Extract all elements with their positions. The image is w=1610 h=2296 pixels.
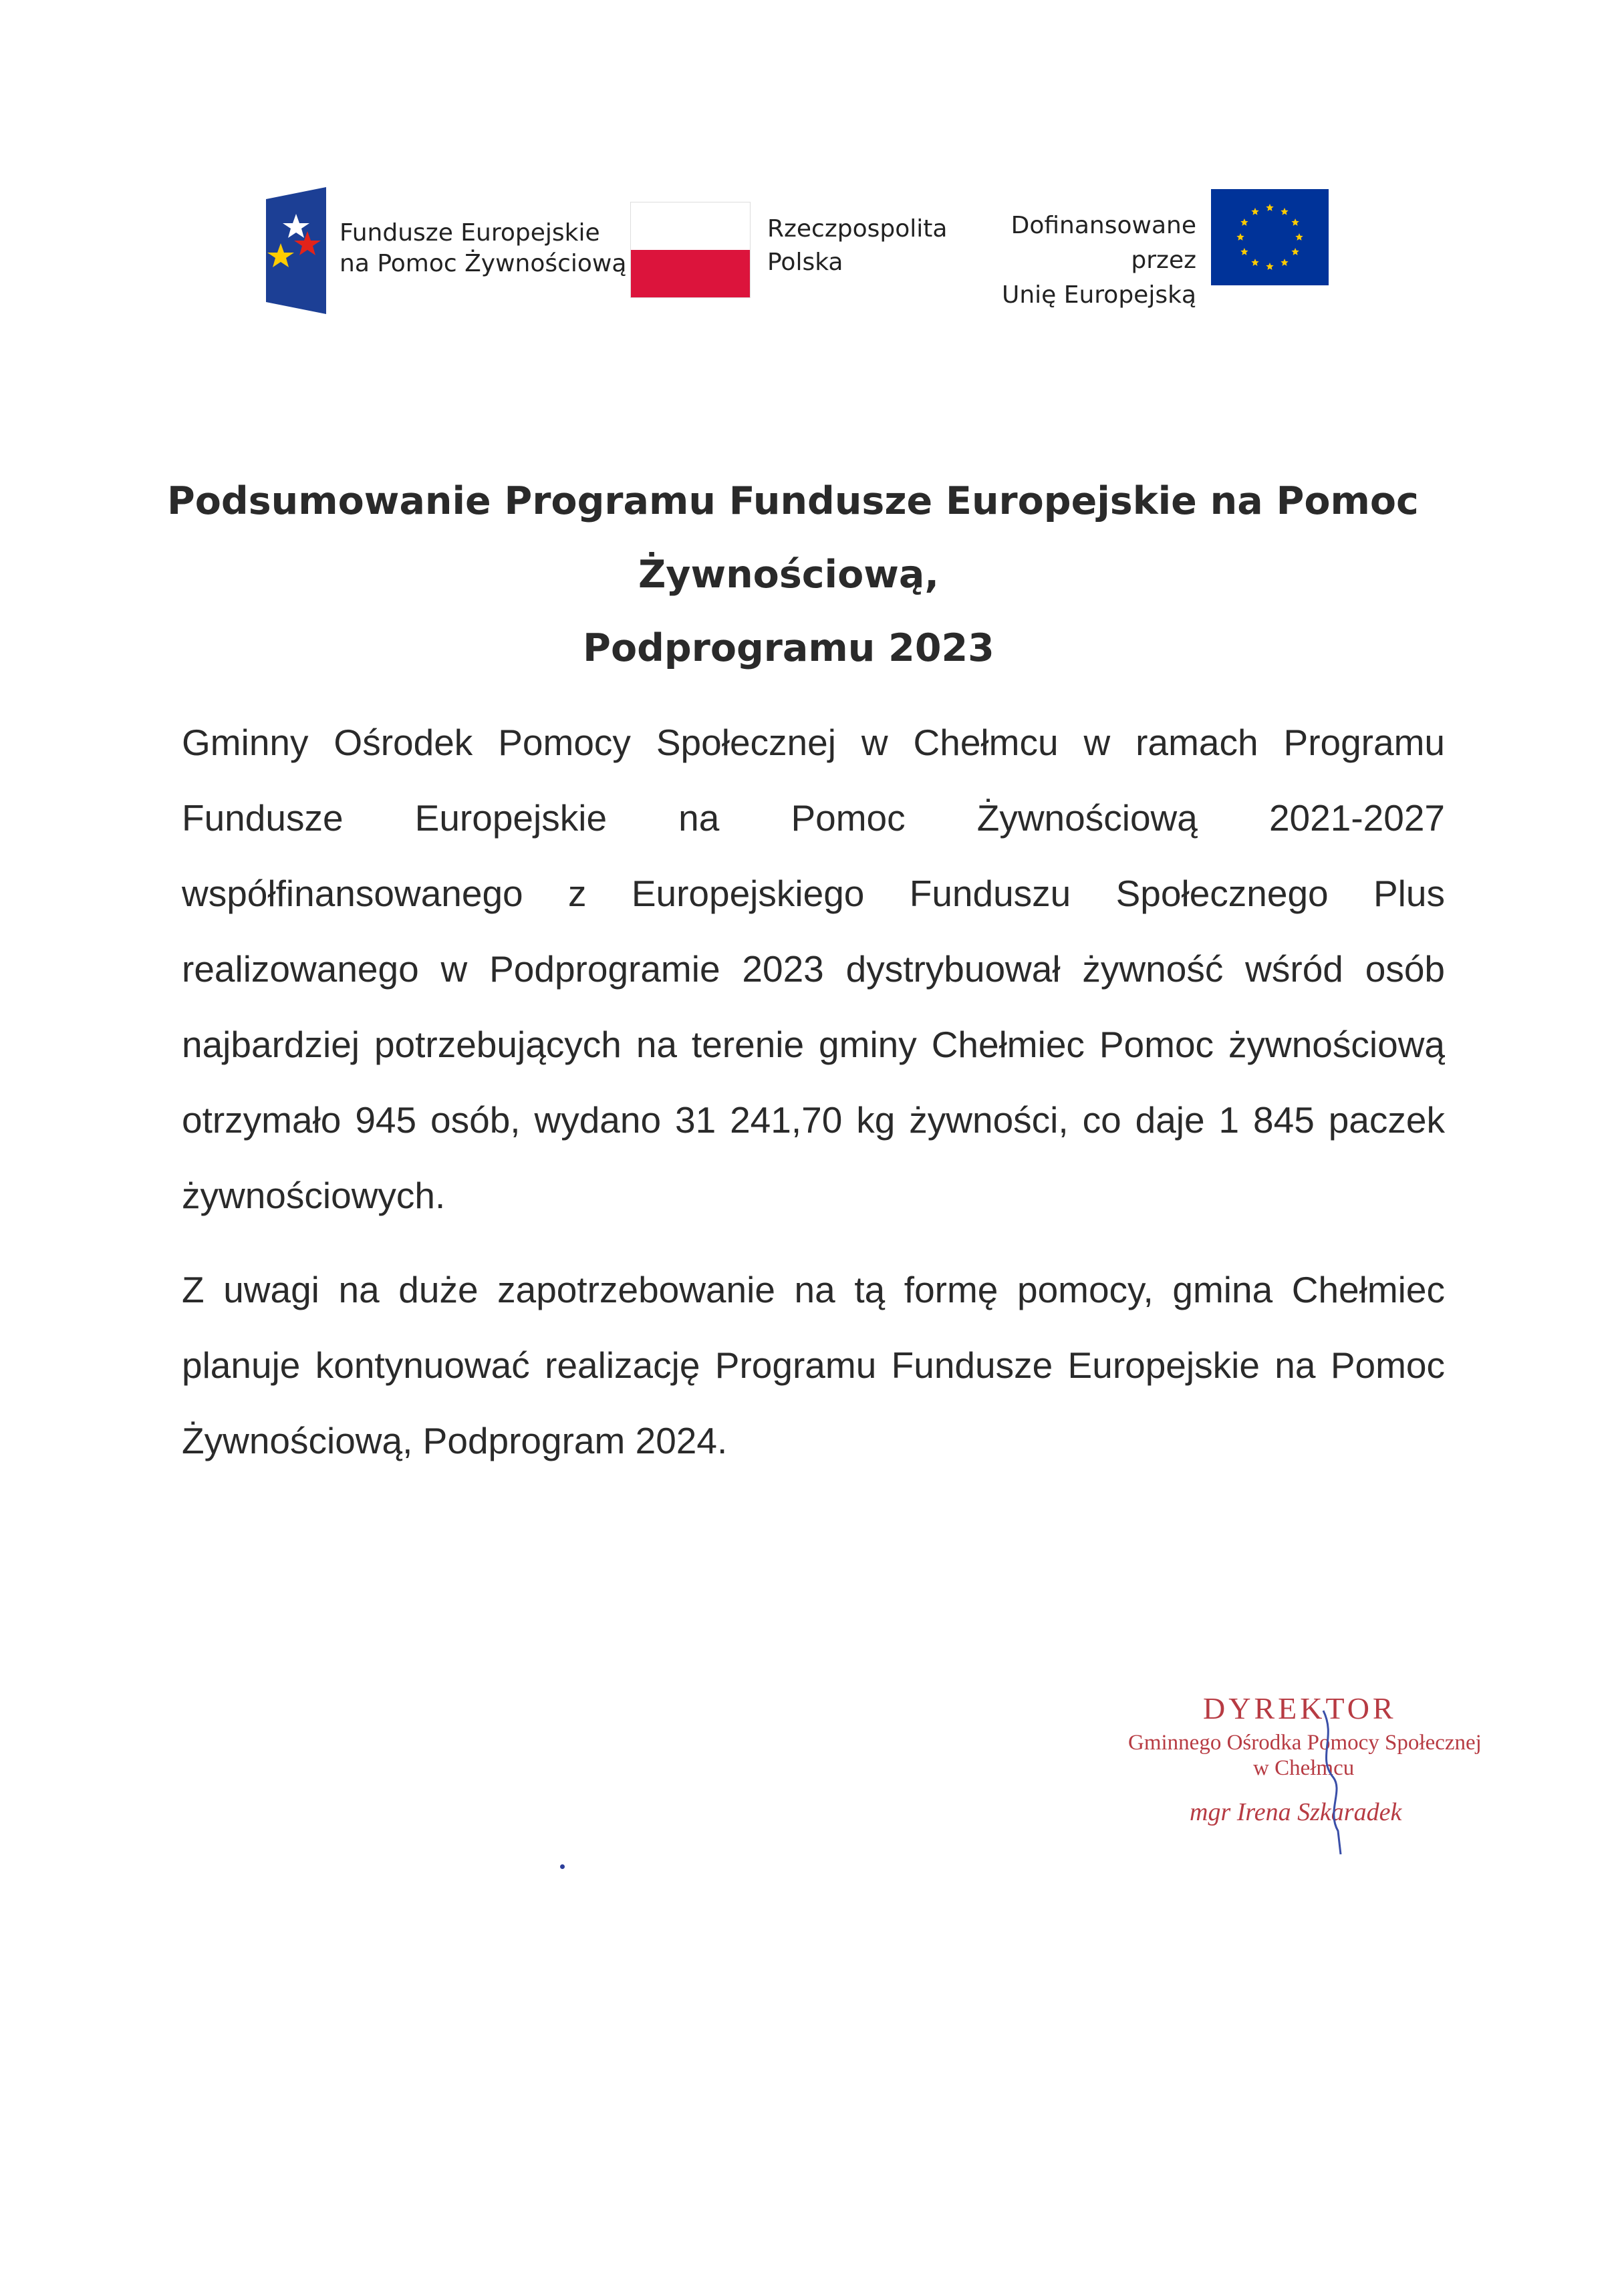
body-paragraph-1: Gminny Ośrodek Pomocy Społecznej w Chełmcu w ramach Programu Fundusze Europejskie na Pomoc Żywnościową 2021-2027 współfinansowanego z Europejskiego Funduszu Społecznego Plus realizowanego w Podprogramie 2023 dystrybuował żywność wśród osób najbardziej potrzebujących na terenie gminy Chełmiec Pomoc żywnościową otrzymało 945 osób, wydano 31 241,70 kg żywności, co daje 1 845 paczek żywnościowych. xyxy=(182,722,1445,1216)
signature-location: w Chełmcu xyxy=(1253,1756,1355,1780)
document-title xyxy=(167,464,1419,685)
fe-logo-line2: na Pomoc Żywnościową xyxy=(340,250,627,277)
signature-institution: Gminnego Ośrodka Pomocy Społecznej xyxy=(1128,1731,1482,1755)
eu-flag xyxy=(1211,189,1329,285)
fe-logo-line1: Fundusze Europejskie xyxy=(340,219,600,247)
logo-bar xyxy=(0,0,1610,347)
rp-logo-line2: Polska xyxy=(767,249,843,276)
eu-logo-text xyxy=(962,208,1196,313)
eu-logo-line1: Dofinansowane przez xyxy=(1011,212,1196,274)
fe-logo-text xyxy=(340,218,626,279)
signature-title: DYREKTOR xyxy=(1203,1691,1397,1725)
signature-name: mgr Irena Szkaradek xyxy=(1190,1798,1402,1826)
title-line1: Podsumowanie Programu Fundusze Europejskie na Pomoc xyxy=(167,479,1419,523)
document-body xyxy=(182,705,1445,1479)
title-line3: Podprogramu 2023 xyxy=(583,626,994,670)
rp-logo-line1: Rzeczpospolita xyxy=(767,215,948,243)
handwritten-signature xyxy=(1297,1697,1377,1858)
rp-logo-text xyxy=(767,212,947,279)
signature-stamp xyxy=(1096,1691,1510,1858)
title-line2: Żywnościową, xyxy=(638,553,940,597)
body-paragraph-2: Z uwagi na duże zapotrzebowanie na tą formę pomocy, gmina Chełmiec planuje kontynuować realizację Programu Fundusze Europejskie na Pomoc Żywnościową, Podprogram 2024. xyxy=(182,1269,1445,1461)
eu-logo-line2: Unię Europejską xyxy=(1001,281,1196,309)
polish-flag xyxy=(630,202,751,298)
fundusze-europejskie-logo xyxy=(266,187,326,314)
scan-speck xyxy=(560,1864,565,1869)
